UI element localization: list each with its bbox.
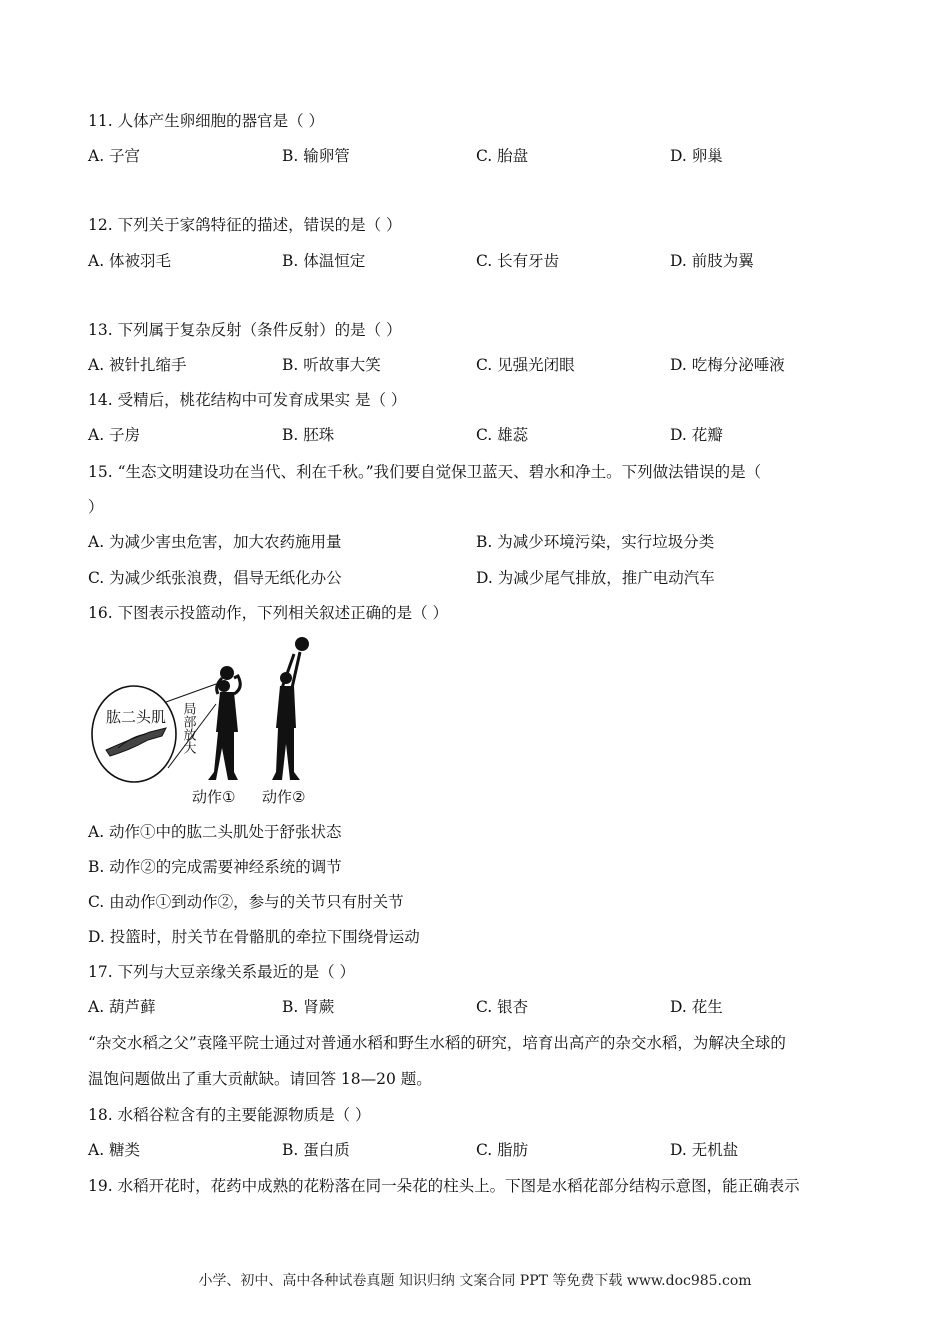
passage-line-1: “杂交水稻之父”袁隆平院士通过对普通水稻和野生水稻的研究，培育出高产的杂交水稻，为解决全球的 [88,1034,786,1052]
q12-option-b: B. 体温恒定 [282,252,366,270]
q15-option-a: A. 为减少害虫危害，加大农药施用量 [88,533,342,551]
q14-option-d: D. 花瓣 [670,426,723,444]
action-2-label: 动作② [262,788,306,806]
q13-stem: 13. 下列属于复杂反射（条件反射）的是（ ） [88,321,402,339]
q18-option-c: C. 脂肪 [476,1141,529,1159]
player-action-2 [272,637,309,780]
q18-option-a: A. 糖类 [88,1141,141,1159]
page-footer: 小学、初中、高中各种试卷真题 知识归纳 文案合同 PPT 等免费下载 www.doc985.com [198,1273,752,1289]
q15-stem-line1: 15. “生态文明建设功在当代、利在千秋。”我们要自觉保卫蓝天、碧水和净土。下列做法错误的是（ [88,463,762,481]
svg-text:局部放大: 局部放大 [180,702,196,754]
q13-option-d: D. 吃梅分泌唾液 [670,356,785,374]
q11-option-a: A. 子宫 [88,147,141,165]
q11-option-b: B. 输卵管 [282,147,350,165]
basketball-shooting-figure [88,632,328,812]
q17-option-d: D. 花生 [670,998,723,1016]
q13-option-b: B. 听故事大笑 [282,356,381,374]
q15-option-c: C. 为减少纸张浪费，倡导无纸化办公 [88,569,342,587]
q16-option-c: C. 由动作①到动作②，参与的关节只有肘关节 [88,893,404,911]
q14-stem: 14. 受精后，桃花结构中可发育成果实 是（ ） [88,391,407,409]
q13-option-a: A. 被针扎缩手 [88,356,187,374]
q11-option-c: C. 胎盘 [476,147,529,165]
player-action-1 [208,666,240,780]
q12-stem: 12. 下列关于家鸽特征的描述，错误的是（ ） [88,216,402,234]
q14-option-a: A. 子房 [88,426,141,444]
muscle-label: 肱二头肌 [106,708,167,726]
q18-option-d: D. 无机盐 [670,1141,739,1159]
action-1-label: 动作① [192,788,236,806]
q16-option-b: B. 动作②的完成需要神经系统的调节 [88,858,342,876]
zoom-label [181,702,197,754]
q11-option-d: D. 卵巢 [670,147,723,165]
q12-option-c: C. 长有牙齿 [476,252,560,270]
q14-option-c: C. 雄蕊 [476,426,529,444]
q19-stem: 19. 水稻开花时，花药中成熟的花粉落在同一朵花的柱头上。下图是水稻花部分结构示意图，能正确表示 [88,1177,800,1195]
q12-option-a: A. 体被羽毛 [88,252,172,270]
q12-option-d: D. 前肢为翼 [670,252,754,270]
q15-option-b: B. 为减少环境污染，实行垃圾分类 [476,533,715,551]
q15-option-d: D. 为减少尾气排放，推广电动汽车 [476,569,715,587]
q16-stem: 16. 下图表示投篮动作，下列相关叙述正确的是（ ） [88,604,449,622]
q16-option-a: A. 动作①中的肱二头肌处于舒张状态 [88,823,342,841]
q14-option-b: B. 胚珠 [282,426,335,444]
q15-stem-line2: ） [88,498,104,516]
q16-option-d: D. 投篮时，肘关节在骨骼肌的牵拉下围绕骨运动 [88,928,420,946]
q11-stem: 11. 人体产生卵细胞的器官是（ ） [88,112,325,130]
q18-stem: 18. 水稻谷粒含有的主要能源物质是（ ） [88,1106,371,1124]
q17-stem: 17. 下列与大豆亲缘关系最近的是（ ） [88,963,356,981]
q17-option-c: C. 银杏 [476,998,529,1016]
q18-option-b: B. 蛋白质 [282,1141,350,1159]
arm-muscle-drawing [106,728,166,756]
q17-option-a: A. 葫芦藓 [88,998,156,1016]
passage-line-2: 温饱问题做出了重大贡献缺。请回答 18—20 题。 [88,1070,432,1088]
q13-option-c: C. 见强光闭眼 [476,356,575,374]
q17-option-b: B. 肾蕨 [282,998,335,1016]
